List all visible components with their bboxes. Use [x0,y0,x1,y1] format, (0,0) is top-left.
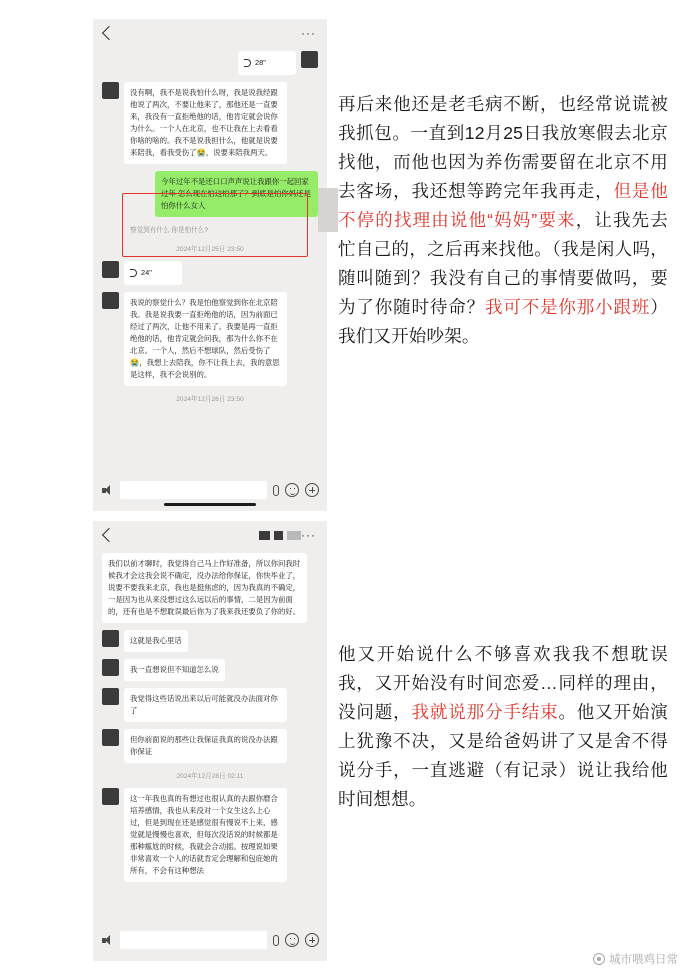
plus-icon[interactable] [305,933,319,947]
message-bubble[interactable]: 这一年我也真的有想过也很认真的去跟你磨合 培养感情，我也从来没对一个女生这么上心过，但是到现在还是感觉很有慢说不上来，感觉就是慢慢也喜欢，但每次没话说的时候都是那种尴尬的时候，我就会合动摇。按理说如果非常喜欢一个人的话就肯定会理解和包庇她的所有，不会有这种想法 [124,788,287,882]
message-row [102,261,318,285]
timestamp: 2024年12月25日 23:50 [176,245,244,253]
avatar [102,788,119,805]
avatar [102,82,119,99]
message-bubble[interactable]: 这就是我心里话 [124,630,188,652]
chat-topbar [93,19,327,47]
audio-wave-icon [130,269,137,277]
message-row-highlighted [102,171,318,217]
avatar [102,688,119,705]
timestamp: 2024年12月26日 23:50 [176,395,244,403]
message-input[interactable] [120,481,267,499]
commentary-segment-highlight: 我就说那分手结束 [411,702,559,723]
avatar [102,292,119,309]
commentary-segment: 。他又开始演上犹豫不决，又是给爸妈讲了又是舍不得说分手，一直逃避（有记录）说让我给他时间想想。 [338,702,668,810]
message-row [102,51,318,75]
message-row [102,553,318,623]
message-row [102,82,318,164]
microphone-icon[interactable] [273,935,279,946]
commentary-paragraph-2 [338,640,668,814]
message-bubble[interactable]: 我说的察觉什么？我是怕他察觉到你在北京陪我。我是说我要一直拒绝他的话，因为前面已经过了两次，让他不用来了。我要是再一直拒绝他的话，他肯定就会问我，那为什么你不在北京。一个人，然后不想球队，然后受伤了😭，我想上去陪我，你不让我上去，我的意思是这样，我不会说别的。 [124,292,287,386]
emoji-icon[interactable] [285,933,299,947]
commentary-segment: ，让我先去忙自己的，之后再来找他。（我是闲人吗，随叫随到？我没有自己的事情要做吗，要为了你随时待命？ [338,210,668,318]
chat-input-bar [93,919,327,961]
message-input[interactable] [120,931,267,949]
redacted-block [259,531,270,540]
message-bubble-outgoing[interactable]: 今年过年不是还口口声声说让我跟你一起回家过年 怎么现在怕这怕那了？到底是怕你妈还是怕你什么女人 [155,171,318,217]
commentary-segment-highlight: 我可不是你那小跟班 [484,297,651,318]
watermark [593,951,678,967]
chat-screenshot-bottom [93,521,327,961]
avatar [301,51,318,68]
chat-message-list [93,47,327,403]
message-bubble[interactable]: 没有啊，我不是说我怕什么呀，我是说我经跟他说了两次，不要让他来了，那他还是一直要来，我没有一直拒绝他的话，他肯定就会说你为什么。一个人在北京，也不让我在上去看看你啥的啥的。我不是说我担什么，他就是说要来陪我，看我受伤了😭，说要来陪我两天。 [124,82,287,164]
more-dots-icon[interactable]: ··· [301,26,316,40]
voice-message-bubble[interactable] [238,51,296,75]
avatar [102,659,119,676]
avatar [102,729,119,746]
quoted-reply-text: 察觉到有什么 你是怕什么? [130,226,209,234]
redacted-block [274,531,283,540]
speaker-icon[interactable] [101,484,114,497]
microphone-icon[interactable] [273,485,279,496]
commentary-segment: 再后来他还是老毛病不断，也经常说谎被我抓包。一直到12月25日我放寒假去北京找他，而他也因为养伤需要留在北京不用去客场，我还想等跨完年我再走， [338,94,668,202]
back-arrow-icon[interactable] [102,26,116,40]
commentary-segment: 他又开始说什么不够喜欢我我不想耽误我，又开始没有时间恋爱…同样的理由，没问题， [338,644,668,723]
message-bubble[interactable]: 我觉得这些话说出来以后可能就没办法面对你了 [124,688,287,722]
redacted-block [287,531,301,540]
message-row [102,729,318,763]
watermark-label: 城市喂鸡日常 [609,954,678,966]
message-bubble[interactable]: 我们以前才聊时，我觉得自己马上作好准备，所以你问我时候我才会这我会说不确定，没办法给你保证，你快毕业了，说要不要我来北京，我也是挺焦虑的，因为我真的不确定，一是因为也从来没想过这么远以后的事情，二是因为前面的，还有也是不想耽误最后你为了我来我还要负了你的好。 [102,553,307,623]
message-bubble[interactable]: 我一直想说但不知道怎么说 [124,659,225,681]
message-row [102,292,318,386]
message-bubble[interactable]: 但你前面说的那些让我保证我真的说没办法跟你保证 [124,729,287,763]
commentary-paragraph-1 [338,90,668,351]
more-dots-icon[interactable]: ··· [301,528,316,542]
home-indicator [164,503,256,506]
voice-duration: 24" [141,267,152,277]
message-row [102,688,318,722]
speaker-icon[interactable] [101,934,114,947]
message-row [102,630,318,652]
contact-name [259,531,301,540]
commentary-segment: ）我们又开始吵架。 [338,297,668,347]
back-arrow-icon[interactable] [102,528,116,542]
message-row [102,659,318,681]
chat-screenshot-top [93,19,327,511]
image-thumbnail [318,188,338,232]
commentary-segment-highlight: 但是他不停的找理由说他“妈妈”要来 [338,181,669,231]
voice-message-bubble[interactable] [124,261,182,285]
audio-wave-icon [244,59,251,67]
avatar [102,630,119,647]
avatar [102,261,119,278]
message-row [102,788,318,882]
voice-duration: 28" [255,58,266,67]
chat-topbar [93,521,327,549]
plus-icon[interactable] [305,483,319,497]
emoji-icon[interactable] [285,483,299,497]
timestamp: 2024年12月28日 02:11 [176,772,244,780]
eye-icon [593,953,605,965]
chat-message-list [93,549,327,882]
